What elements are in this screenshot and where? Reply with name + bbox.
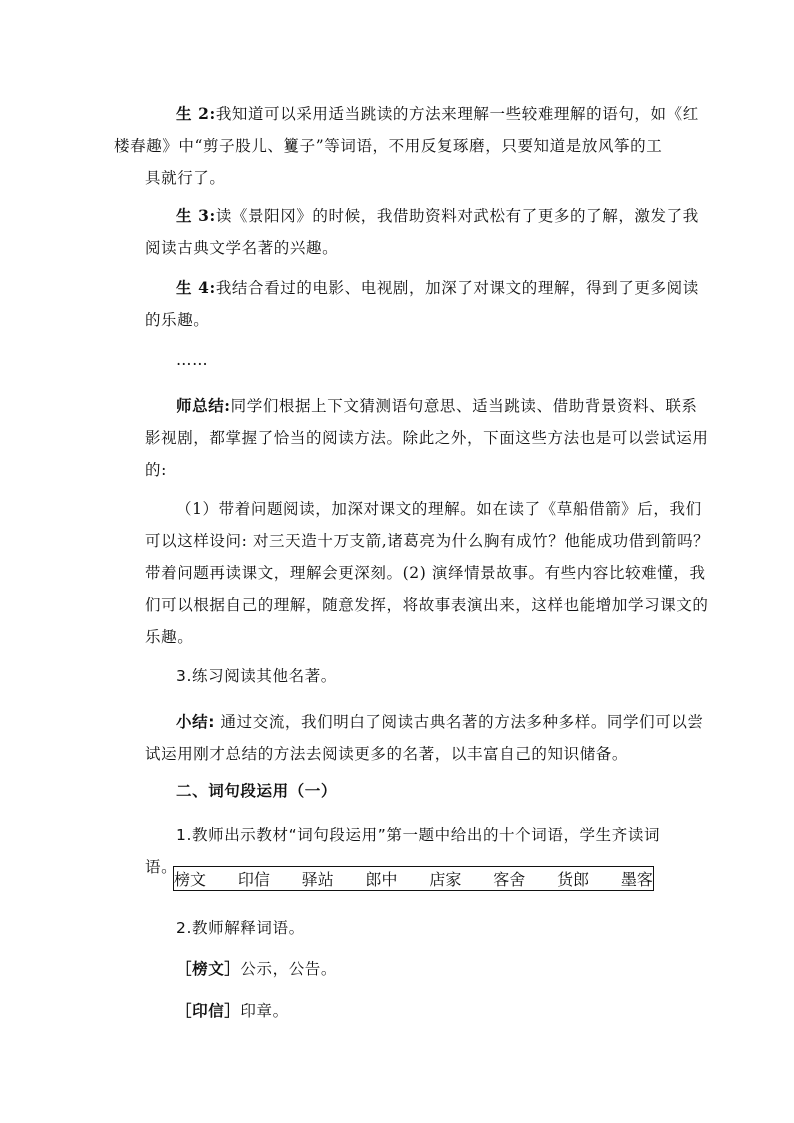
student-3-paragraph (145, 200, 699, 264)
text-line: 可以这样设问: 对三天造十万支箭,诸葛亮为什么胸有成竹？他能成功借到箭吗？ (145, 532, 710, 550)
vocab-word: 客舍 (493, 870, 526, 889)
text-line: 阅读古典文学名著的兴趣。 (145, 239, 339, 257)
student-4-paragraph (145, 272, 699, 336)
text-line: 们可以根据自己的理解，随意发挥，将故事表演出来，这样也能增加学习课文的 (145, 596, 709, 614)
step-3: 3.练习阅读其他名著。 (176, 667, 337, 685)
step-2: 2.教师解释词语。 (176, 919, 305, 937)
definition-1 (145, 953, 660, 985)
methods-paragraph (145, 493, 710, 653)
text-line: 读《景阳冈》的时候，我借助资料对武松有了更多的了解，激发了我 (215, 207, 699, 225)
text-line: 通过交流，我们明白了阅读古典名著的方法多种多样。同学们可以尝 (215, 713, 704, 731)
text-line: 的乐趣。 (145, 311, 210, 329)
speaker-label: 生 3: (176, 206, 216, 225)
vocab-word: 墨客 (620, 870, 653, 889)
definition-term: ［榜文］ (176, 960, 241, 978)
text-line: 楼春趣》中“剪子股儿、籰子”等词语，不用反复琢磨，只要知道是放风筝的工 (114, 137, 663, 155)
text-line: 带着问题再读课文，理解会更深刻。(2) 演绎情景故事。有些内容比较难懂，我 (145, 564, 706, 582)
definition-text: 公示，公告。 (240, 960, 338, 978)
text-line: 我结合看过的电影、电视剧，加深了对课文的理解，得到了更多阅读 (215, 279, 699, 297)
text-line: 我知道可以采用适当跳读的方法来理解一些较难理解的语句，如《红 (215, 105, 699, 123)
text-line: （1）带着问题阅读，加深对课文的理解。如在读了《草船借箭》后，我们 (176, 500, 702, 518)
text-line: 具就行了。 (145, 169, 226, 187)
vocab-word: 印信 (237, 870, 270, 889)
speaker-label: 小结: (176, 713, 215, 731)
definition-text: 印章。 (240, 1002, 289, 1020)
text-line: 同学们根据上下文猜测语句意思、适当跳读、借助背景资料、联系 (230, 397, 698, 415)
vocab-word: 榜文 (174, 870, 207, 889)
definition-2 (145, 995, 660, 1027)
vocab-word: 货郎 (557, 870, 590, 889)
step-1: 1.教师出示教材“词句段运用”第一题中给出的十个词语，学生齐读词语。 (145, 826, 661, 876)
definition-term: ［印信］ (176, 1002, 241, 1020)
vocab-word: 店家 (429, 870, 462, 889)
ellipsis: …… (176, 351, 209, 369)
summary-paragraph (145, 706, 704, 770)
speaker-label: 师总结: (176, 396, 231, 415)
teacher-summary-paragraph (145, 390, 709, 486)
text-line: 乐趣。 (145, 628, 194, 646)
vocabulary-table (173, 866, 654, 891)
text-line: 试运用刚才总结的方法去阅读更多的名著，以丰富自己的知识储备。 (145, 745, 629, 763)
vocab-word: 驿站 (301, 870, 334, 889)
speaker-label: 生 2: (176, 104, 216, 123)
student-2-paragraph (114, 98, 699, 194)
vocab-word: 郎中 (365, 870, 398, 889)
text-line: 的: (145, 461, 167, 479)
speaker-label: 生 4: (176, 278, 216, 297)
section-heading: 二、词句段运用（一） (176, 782, 338, 800)
text-line: 影视剧，都掌握了恰当的阅读方法。除此之外，下面这些方法也是可以尝试运用 (145, 429, 709, 447)
